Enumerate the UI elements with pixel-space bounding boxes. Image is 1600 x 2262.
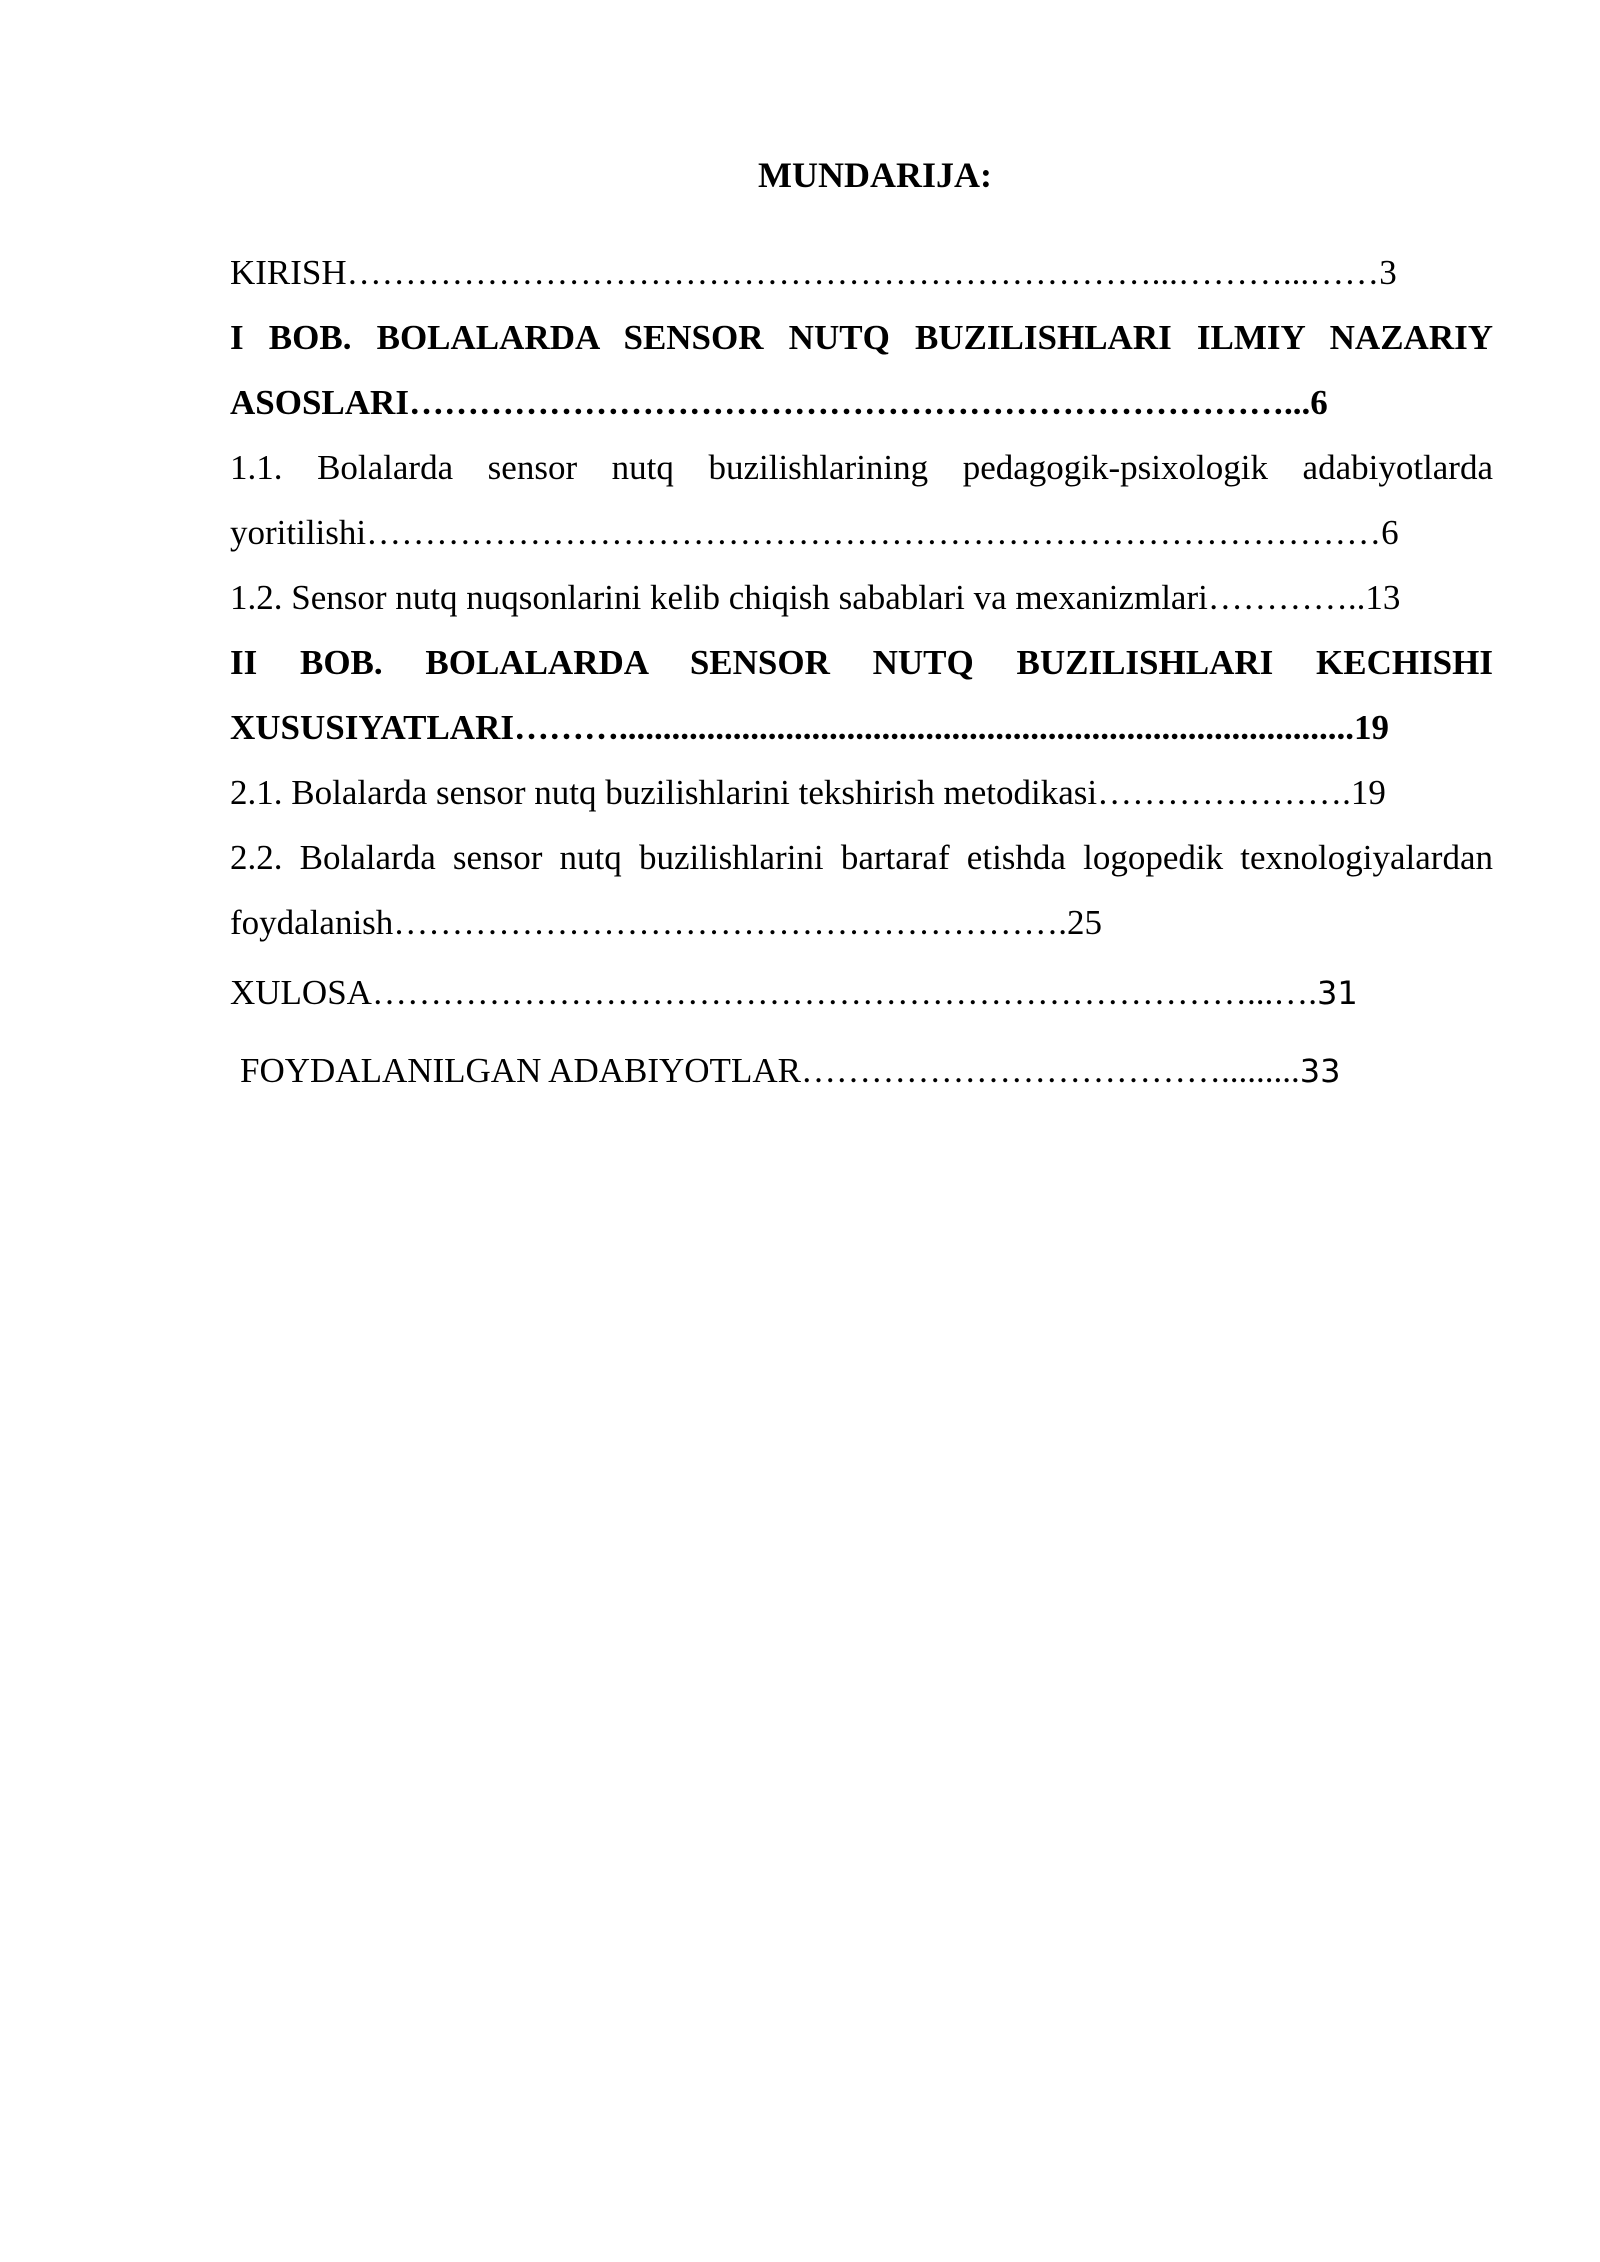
toc-entry-text: 1.2. Sensor nutq nuqsonlarini kelib chiqish sabablari va mexanizmlari…………..: [230, 578, 1366, 617]
toc-entry-text: II BOB. BOLALARDA SENSOR NUTQ BUZILISHLARI KECHISHI XUSUSIYATLARI………....................................................................................: [230, 643, 1493, 747]
toc-entry-text: 2.1. Bolalarda sensor nutq buzilishlarini tekshirish metodikasi………………….: [230, 773, 1351, 812]
toc-entry-section-1-1[interactable]: [230, 435, 1493, 565]
toc-entry-section-1-2[interactable]: [230, 565, 1493, 630]
toc-page-number: 31: [1316, 974, 1358, 1012]
toc-entry-section-2-1[interactable]: [230, 760, 1493, 825]
toc-page-number: 33: [1299, 1052, 1341, 1090]
toc-entry-text: I BOB. BOLALARDA SENSOR NUTQ BUZILISHLARI ILMIY NAZARIY ASOSLARI…………………………………………………………………...: [230, 318, 1493, 422]
table-of-contents: [230, 240, 1493, 1104]
toc-entry-xulosa[interactable]: [230, 960, 1493, 1026]
toc-entry-text: 2.2. Bolalarda sensor nutq buzilishlarini bartaraf etishda logopedik texnologiyalardan foydalanish………………………………………………….: [230, 838, 1493, 942]
toc-page-number: 3: [1379, 253, 1397, 292]
toc-entry-section-2-2[interactable]: [230, 825, 1493, 955]
toc-entry-kirish[interactable]: [230, 240, 1493, 305]
toc-entry-references[interactable]: [230, 1038, 1493, 1104]
toc-entry-text: KIRISH……………………………………………………………...………...……: [230, 253, 1380, 292]
toc-page-number: 6: [1381, 513, 1399, 552]
toc-page-number: 25: [1067, 903, 1103, 942]
toc-entry-chapter-1[interactable]: [230, 305, 1493, 435]
page-title: MUNDARIJA:: [758, 155, 992, 195]
toc-entry-text: XULOSA…………………………………………………………………...….: [230, 973, 1317, 1012]
toc-page-number: 13: [1365, 578, 1401, 617]
toc-entry-text: FOYDALANILGAN ADABIYOTLAR……………………………….........: [240, 1051, 1300, 1090]
toc-entry-chapter-2[interactable]: [230, 630, 1493, 760]
toc-entry-text: 1.1. Bolalarda sensor nutq buzilishlarining pedagogik-psixologik adabiyotlarda yoritilishi……………………………………………………………………………: [230, 448, 1493, 552]
toc-page-number: 19: [1350, 773, 1386, 812]
toc-page-number: 6: [1310, 383, 1328, 422]
toc-page-number: 19: [1353, 708, 1389, 747]
